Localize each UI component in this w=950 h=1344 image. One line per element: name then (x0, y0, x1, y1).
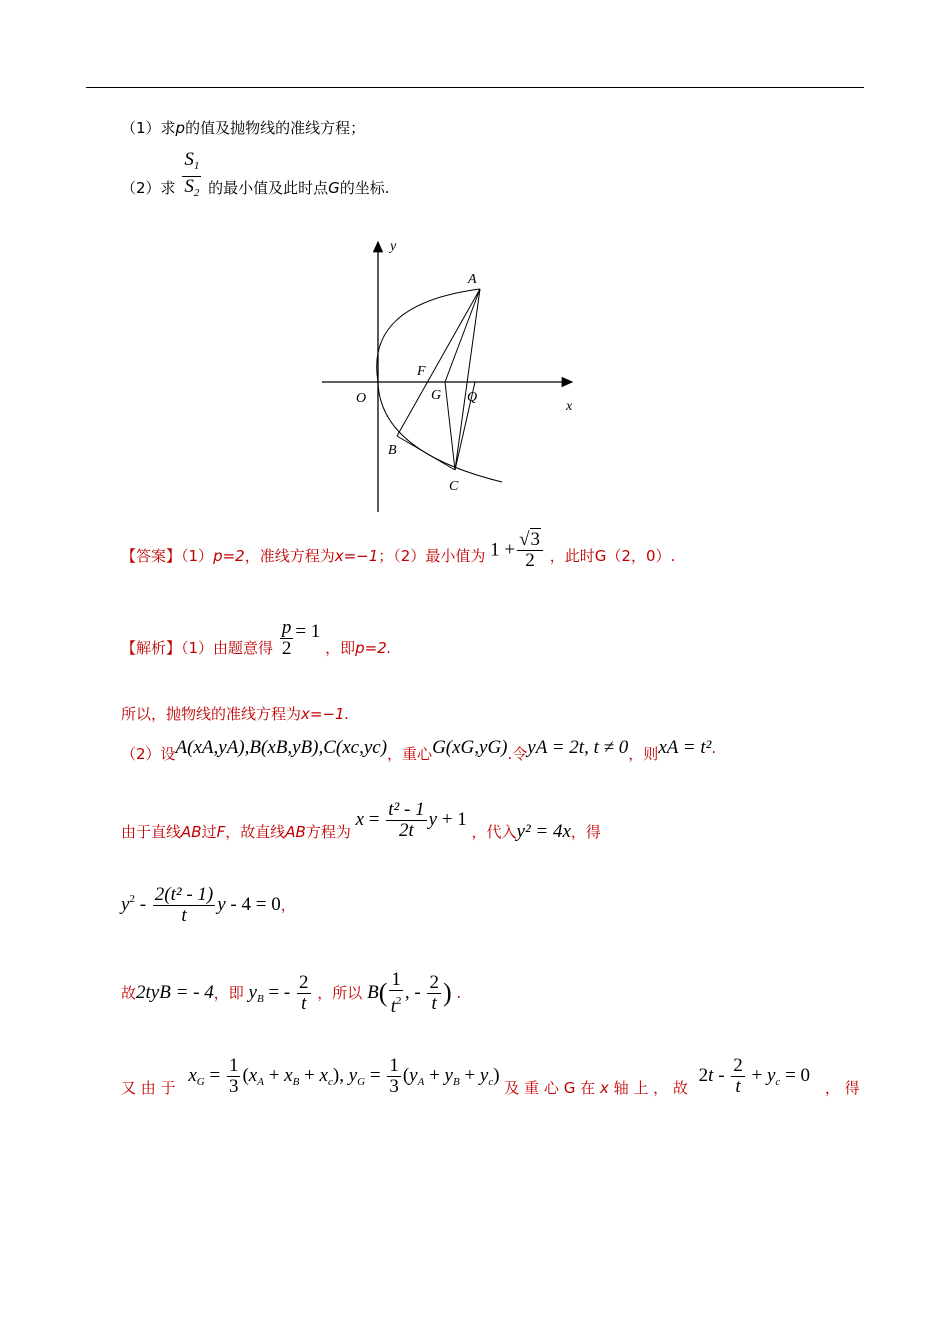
analysis-line-7: 又 由 于 $x_G$ = $\frac{1}{3}$ $(x_A + x_B + x_c)$, $y_G$ = $\frac{1}{3}$ $(y_A + y_B + y_c)$ 及 重 心 G 在 x 轴 上 ， 故 2t - $\frac{2}{t}$ + $y_c = 0$ ， 得 (121, 1055, 860, 1097)
analysis-line-4: 由于直线AB过F，故直线AB方程为 x = $\frac{\text{t² - 1}}{2t}$ y + 1 ，代入y² = 4x，得 (121, 799, 601, 842)
header-rule (86, 87, 864, 88)
label-O: O (356, 391, 367, 406)
label-Q: Q (467, 390, 478, 405)
centroid-G: G(xG,yG) (432, 737, 508, 758)
q2-prefix: （2）求 (121, 179, 176, 197)
line-AB-equation: x = $\frac{\text{t² - 1}}{2t}$ y + 1 (355, 799, 467, 841)
line-AC (455, 289, 480, 470)
line-BC (397, 436, 455, 470)
analysis-line-1: 【解析】（1）由题意得 $\frac{p}{2}$ = 1 ，即p=2. (121, 617, 392, 659)
parabola-figure (310, 232, 590, 522)
quadratic-equation: $y^2$ - $\frac{\text{2(t² - 1)}}{t}$ y - 4 = 0 (121, 884, 281, 926)
points-ABC: A(xA,yA),B(xB,yB),C(xc,yc) (175, 737, 388, 758)
answer-min-value: 1 + $\frac{√3}{2}$ (490, 539, 550, 560)
label-B: B (388, 443, 397, 458)
q2-tail: 的坐标. (339, 179, 390, 197)
q2-rest: 的最小值及此时点 (208, 179, 329, 197)
q1-rest: 的值及抛物线的准线方程； (185, 119, 366, 137)
label-x: x (566, 399, 573, 414)
analysis-tag: 【解析】 (121, 638, 182, 657)
median-A (445, 289, 480, 382)
analysis-line-3: （2）设A(xA,yA),B(xB,yB),C(xc,yc)，重心G(xG,yG).令yA = 2t, t ≠ 0，则xA = t². (121, 737, 717, 763)
label-G: G (431, 388, 442, 403)
yB-value: $y_B$ = - $\frac{2}{t}$ (248, 972, 309, 1014)
yc-equation: 2t - $\frac{2}{t}$ + $y_c = 0$ (698, 1055, 811, 1097)
question-1 (121, 117, 365, 138)
analysis-line-2: 所以，抛物线的准线方程为x=−1. (121, 705, 350, 723)
answer-line: 【答案】（1）p=2，准线方程为x=−1；（2）最小值为 1 + $\frac{√3}{2}$ ，此时G（2，0）. (121, 529, 676, 571)
point-B: B( $\frac{1}{t^2}$ , - $\frac{2}{t}$ ) (367, 969, 452, 1017)
median-C (445, 382, 455, 470)
q1-prefix: （1）求 (121, 119, 176, 137)
answer-tag: 【答案】 (121, 546, 182, 565)
analysis-line-6: 故2tyB = - 4，即 $y_B$ = - $\frac{2}{t}$ ，所以 B( $\frac{1}{t^2}$ , - $\frac{2}{t}$ ) . (121, 969, 462, 1017)
centroid-formulas: $x_G$ = $\frac{1}{3}$ $(x_A + x_B + x_c)$, $y_G$ = $\frac{1}{3}$ $(y_A + y_B + y_c)$ (188, 1055, 500, 1097)
analysis-line-5: $y^2$ - $\frac{\text{2(t² - 1)}}{t}$ y - 4 = 0， (121, 884, 296, 926)
label-A: A (468, 272, 477, 287)
q1-var: p (175, 119, 186, 137)
label-y: y (390, 239, 397, 254)
q2-ratio: $\frac{S_1}{S_2}$ (184, 149, 200, 199)
question-2 (121, 150, 390, 203)
label-F: F (417, 364, 426, 379)
label-C: C (449, 479, 459, 494)
q2-point: G (328, 179, 340, 197)
